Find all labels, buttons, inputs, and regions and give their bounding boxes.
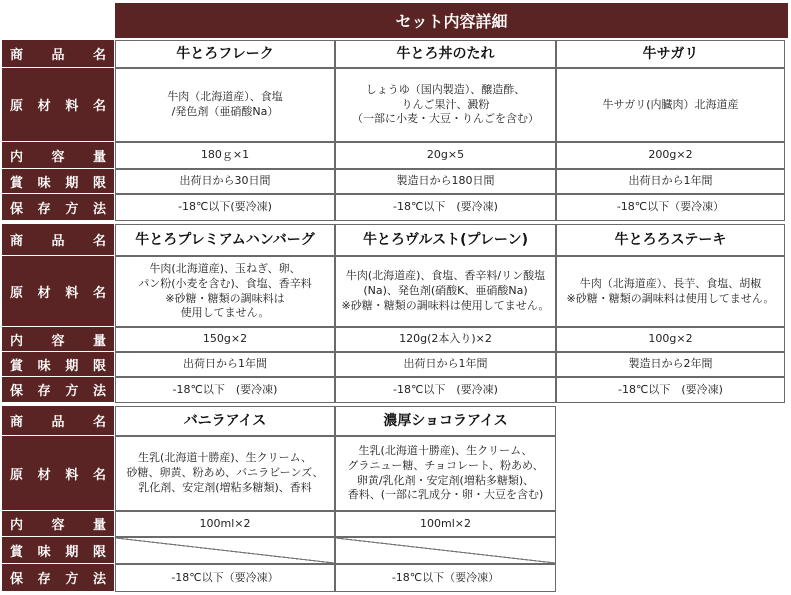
row-label-char: 賞	[10, 358, 24, 374]
row-label-storage	[2, 377, 114, 403]
product-name-cell	[115, 224, 335, 256]
product-name-cell	[335, 406, 556, 436]
product-storage: -18℃以下 (要冷凍)	[172, 382, 278, 396]
row-label-char: 味	[37, 358, 51, 374]
product-ingredients-cell	[556, 256, 785, 327]
product-ingredients: 生乳(北海道十勝産)、生クリーム、 グラニュー糖、チョコレート、粉あめ、 卵黄/乳化剤・安定剤(増粘多糖類)、 香料、(一部に乳成分・卵・大豆を含む)	[347, 443, 544, 502]
row-label-char: 方	[65, 384, 79, 399]
product-expiry: 出荷日から30日間	[179, 174, 271, 188]
product-content: 200g×2	[648, 148, 693, 162]
row-label-char: 存	[37, 384, 51, 399]
product-storage-cell	[556, 194, 785, 221]
product-expiry: 出荷日から1年間	[628, 174, 713, 188]
row-label-char: 容	[51, 333, 65, 349]
product-ingredients: 牛肉（北海道産）、長芋、食塩、胡椒 ※砂糖・糖類の調味料は使用してません。	[566, 276, 775, 305]
product-storage-cell	[115, 377, 335, 403]
row-label-storage	[2, 194, 114, 221]
row-label-char: 商	[10, 415, 24, 430]
row-label-char: 名	[92, 48, 106, 63]
product-content: 20g×5	[426, 148, 465, 162]
row-label-char: 名	[92, 234, 106, 249]
product-ingredients: 牛肉（北海道産）、食塩 /発色剤（亜硝酸Na）	[167, 90, 283, 118]
row-label-char: 容	[51, 149, 65, 165]
row-label-char: 期	[65, 175, 79, 191]
product-name-cell	[115, 406, 335, 436]
row-label-char: 商	[10, 48, 24, 63]
row-label-char: 品	[51, 48, 65, 63]
table-title: セット内容詳細	[395, 12, 508, 31]
row-label-char: 量	[92, 149, 106, 165]
row-label-char: 味	[37, 175, 51, 191]
product-ingredients: 牛肉(北海道産)、食塩、香辛料/リン酸塩 (Na)、発色剤(硝酸K、亜硝酸Na) ※砂糖・糖類の調味料は使用してません。	[341, 269, 550, 312]
row-label-char: 法	[92, 572, 106, 587]
row-label-char: 法	[92, 201, 106, 217]
row-label-char: 期	[65, 358, 79, 374]
row-label-expiry	[2, 169, 114, 194]
product-ingredients-cell	[335, 436, 556, 511]
product-ingredients: 生乳(北海道十勝産)、生クリーム、 砂糖、卵黄、粉あめ、バニラビーンズ、 乳化剤、安定剤(増粘多糖類)、香料	[126, 451, 324, 494]
product-ingredients: 牛サガリ(内臓肉）北海道産	[602, 97, 739, 111]
row-label-storage	[2, 564, 114, 592]
table-title-bar	[115, 3, 788, 38]
row-label-ingredients	[2, 256, 114, 327]
product-expiry-cell	[335, 352, 556, 377]
row-label-char: 存	[37, 572, 51, 587]
row-label-char: 名	[92, 415, 106, 430]
product-expiry-cell	[556, 352, 785, 377]
row-label-char: 原	[10, 99, 24, 114]
product-storage: -18℃以下 (要冷凍)	[393, 382, 498, 396]
product-storage: -18℃以下（要冷凍）	[391, 570, 500, 584]
product-content: 100g×2	[648, 332, 693, 346]
product-content-cell	[556, 327, 785, 352]
product-ingredients-cell	[115, 256, 335, 327]
product-storage: -18℃以下 (要冷凍)	[618, 382, 723, 396]
product-ingredients-cell	[115, 436, 335, 511]
row-label-char: 保	[10, 572, 24, 587]
product-storage: -18℃以下 (要冷凍)	[393, 200, 498, 214]
row-label-char: 材	[37, 467, 51, 483]
row-label-char: 容	[51, 518, 65, 533]
row-label-char: 内	[10, 333, 24, 349]
product-name: 牛とろ丼のたれ	[396, 45, 495, 62]
product-name: 濃厚ショコラアイス	[383, 412, 508, 429]
product-content: 150g×2	[202, 332, 248, 346]
product-content-cell	[115, 142, 335, 169]
row-label-char: 保	[10, 201, 24, 217]
product-ingredients-cell	[335, 68, 556, 142]
row-label-char: 内	[10, 149, 24, 165]
product-expiry-cell	[115, 537, 335, 564]
product-content-cell	[115, 327, 335, 352]
row-label-char: 量	[92, 518, 106, 533]
product-storage-cell	[556, 377, 785, 403]
product-name: 牛とろプレミアムハンバーグ	[135, 231, 315, 248]
product-name-cell	[335, 224, 556, 256]
product-name: 牛サガリ	[642, 45, 699, 62]
product-expiry-cell	[335, 537, 556, 564]
row-label-char: 品	[51, 415, 65, 430]
row-label-char: 限	[92, 175, 106, 191]
product-name-cell	[115, 40, 335, 68]
product-expiry-cell	[335, 169, 556, 194]
product-ingredients-cell	[335, 256, 556, 327]
product-storage-cell	[115, 564, 335, 592]
product-storage: -18℃以下(要冷凍)	[178, 200, 272, 214]
row-label-expiry	[2, 537, 114, 564]
product-content-cell	[115, 511, 335, 537]
product-ingredients-cell	[556, 68, 785, 142]
row-label-char: 法	[92, 384, 106, 399]
row-label-content	[2, 327, 114, 352]
product-ingredients: しょうゆ（国内製造）、醸造酢、 りんご果汁、澱粉 （一部に小麦・大豆・りんごを含む）	[352, 82, 539, 126]
row-label-name	[2, 224, 114, 256]
row-label-char: 商	[10, 234, 24, 249]
row-label-char: 存	[37, 201, 51, 217]
product-name-cell	[556, 40, 785, 68]
product-name: 牛とろフレーク	[176, 45, 274, 62]
row-label-name	[2, 406, 114, 436]
row-label-char: 名	[92, 467, 106, 483]
row-label-char: 味	[37, 544, 51, 560]
row-label-name	[2, 40, 114, 68]
product-expiry-cell	[115, 352, 335, 377]
product-ingredients-cell	[115, 68, 335, 142]
product-storage-cell	[335, 564, 556, 592]
row-label-char: 限	[92, 544, 106, 560]
product-expiry-cell	[556, 169, 785, 194]
product-expiry: 製造日から180日間	[396, 174, 495, 188]
product-expiry-cell	[115, 169, 335, 194]
product-storage-cell	[115, 194, 335, 221]
product-ingredients: 牛肉(北海道産)、玉ねぎ、卵、 パン粉(小麦を含む)、食塩、香辛料 ※砂糖・糖類の調味料は 使用してません。	[138, 261, 312, 320]
product-content-cell	[335, 142, 556, 169]
product-content-cell	[556, 142, 785, 169]
row-label-char: 方	[65, 201, 79, 217]
row-label-char: 期	[65, 544, 79, 560]
row-label-ingredients	[2, 68, 114, 142]
product-storage: -18℃以下（要冷凍）	[171, 570, 279, 584]
row-label-char: 名	[92, 99, 106, 114]
product-storage-cell	[335, 377, 556, 403]
product-content-cell	[335, 511, 556, 537]
row-label-char: 料	[65, 285, 79, 301]
row-label-ingredients	[2, 436, 114, 511]
row-label-char: 料	[65, 99, 79, 114]
row-label-char: 量	[92, 333, 106, 349]
row-label-char: 名	[92, 285, 106, 301]
product-name: 牛とろヴルスト(プレーン)	[362, 231, 529, 248]
row-label-char: 保	[10, 384, 24, 399]
row-label-char: 賞	[10, 544, 24, 560]
row-label-expiry	[2, 352, 114, 377]
product-content: 180ｇ×1	[200, 148, 250, 162]
product-storage-cell	[335, 194, 556, 221]
product-content: 120g(2本入り)×2	[399, 332, 492, 346]
row-label-char: 賞	[10, 175, 24, 191]
row-label-char: 原	[10, 285, 24, 301]
row-label-char: 限	[92, 358, 106, 374]
product-storage: -18℃以下（要冷凍）	[616, 200, 725, 214]
row-label-char: 品	[51, 234, 65, 249]
row-label-char: 原	[10, 467, 24, 483]
product-name-cell	[556, 224, 785, 256]
product-expiry: 出荷日から1年間	[403, 357, 488, 371]
product-content: 100ml×2	[420, 516, 471, 530]
product-content-cell	[335, 327, 556, 352]
product-expiry: 出荷日から1年間	[183, 357, 267, 371]
product-name: バニラアイス	[183, 412, 267, 429]
row-label-content	[2, 511, 114, 537]
product-name: 牛とろろステーキ	[614, 231, 727, 248]
product-name-cell	[335, 40, 556, 68]
product-content: 100ml×2	[199, 516, 251, 530]
row-label-char: 材	[37, 99, 51, 114]
row-label-char: 内	[10, 518, 24, 533]
row-label-char: 材	[37, 285, 51, 301]
row-label-char: 料	[65, 467, 79, 483]
row-label-char: 方	[65, 572, 79, 587]
product-expiry: 製造日から2年間	[628, 357, 713, 371]
row-label-content	[2, 142, 114, 169]
